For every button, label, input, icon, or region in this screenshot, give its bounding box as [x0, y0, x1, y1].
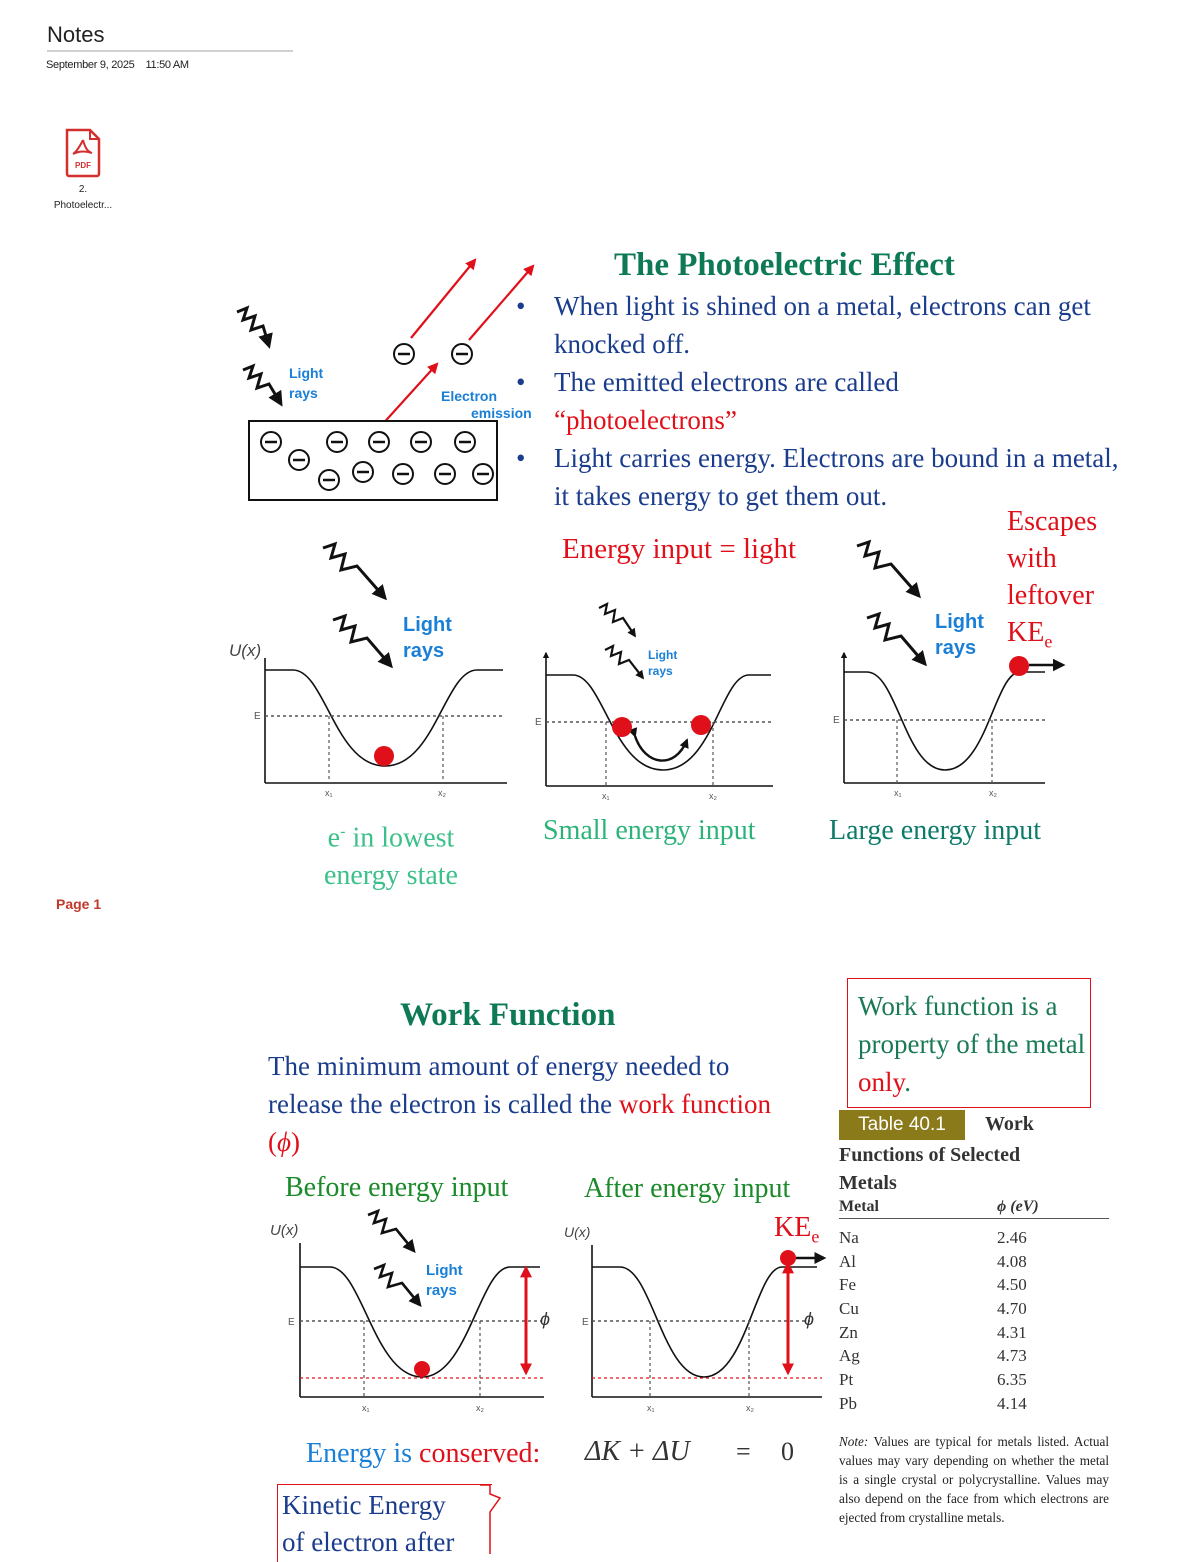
definition-text: The minimum amount of energy needed to release the electron is called the: [268, 1051, 730, 1119]
bullet-item: • Light carries energy. Electrons are bound in a metal, it takes energy to get them out.: [516, 443, 1119, 511]
conserved-term: conserved:: [419, 1438, 541, 1469]
metal-electron: [369, 432, 389, 452]
well-x2-label: x₂: [746, 1403, 754, 1413]
conservation-equation-equals: =: [736, 1437, 751, 1466]
table-row: [839, 1344, 1109, 1368]
ke-text: KE: [774, 1212, 812, 1243]
work-function-cell: 2.46: [997, 1227, 1027, 1247]
table-caption: [839, 1141, 1020, 1197]
well-E-label: E: [833, 715, 840, 726]
slide1-title: The Photoelectric Effect: [614, 247, 955, 283]
rays-label: rays: [403, 640, 445, 662]
emitted-electron: [452, 344, 472, 364]
light-rays-icon: [323, 544, 391, 666]
col-phi-text: ϕ (eV): [997, 1198, 1039, 1215]
property-note-box: [847, 978, 1091, 1108]
work-function-cell: 4.08: [997, 1251, 1027, 1271]
ke-subscript: e: [1044, 631, 1053, 652]
pdf-file-icon[interactable]: [63, 128, 103, 178]
callout-pointer: [480, 1484, 504, 1554]
metal-cell: Fe: [839, 1275, 856, 1295]
electron-dot: [780, 1250, 796, 1266]
bullet-text: Light carries energy. Electrons are bound in a metal, it takes energy to get them out.: [554, 443, 1119, 511]
caption-in-lowest: in lowest: [345, 822, 455, 854]
note-time: 11:50 AM: [145, 59, 189, 71]
metal-cell: Ag: [839, 1346, 860, 1366]
property-end: .: [904, 1067, 911, 1097]
bullet-item: • When light is shined on a metal, electrons can get knocked off.: [516, 291, 1091, 359]
metal-electron: [435, 464, 455, 484]
title-divider: [47, 50, 293, 52]
page-label: Page 1: [56, 896, 102, 912]
work-function-cell: 4.14: [997, 1393, 1027, 1413]
table-row: [839, 1392, 1109, 1416]
well-axis-label: U(x): [270, 1222, 299, 1239]
caption-small-input: Small energy input: [543, 815, 756, 846]
kinetic-line: Kinetic Energy: [282, 1490, 446, 1520]
conservation-equation-rhs: 0: [781, 1437, 794, 1466]
attachment-filename-line1: 2.: [78, 184, 88, 195]
well-x2-label: x₂: [989, 788, 997, 798]
light-label: Light: [403, 614, 452, 636]
caption-lowest-state: [316, 813, 466, 895]
well-axis-label: U(x): [564, 1224, 591, 1240]
table-row: [839, 1297, 1109, 1321]
col-phi-header: [997, 1198, 1039, 1216]
rays-label: rays: [289, 385, 318, 401]
work-function-cell: 4.31: [997, 1322, 1027, 1342]
after-energy-label: After energy input: [584, 1173, 791, 1204]
page-title: Notes: [47, 22, 105, 47]
metal-cell: Zn: [839, 1322, 858, 1342]
escapes-line: Escapes: [1007, 506, 1098, 537]
well-x1-label: x₁: [647, 1403, 655, 1413]
kinetic-energy-callout: [277, 1484, 492, 1562]
definition-close: ): [290, 1127, 300, 1157]
light-label: Light: [935, 611, 984, 633]
well-x1-label: x₁: [325, 788, 333, 798]
work-function-table: [839, 1226, 1109, 1416]
electron-emission-label-2: emission: [471, 405, 532, 421]
before-energy-label: Before energy input: [285, 1172, 509, 1203]
metal-electron: [455, 432, 475, 452]
caption-large-input: Large energy input: [829, 815, 1042, 846]
energy-well-small: [535, 604, 773, 801]
electron-dot: [1009, 656, 1029, 676]
electron-dot: [612, 717, 632, 737]
metal-cell: Al: [839, 1251, 856, 1271]
note-date: September 9, 2025: [46, 59, 135, 71]
metal-electron: [353, 462, 373, 482]
metal-emission-diagram: [225, 252, 545, 514]
note-label: Note:: [839, 1434, 869, 1449]
well-x2-label: x₂: [438, 788, 446, 798]
work-function-cell: 4.70: [997, 1298, 1027, 1318]
caption-e-sup: -: [340, 823, 346, 840]
ke-label: [774, 1212, 819, 1248]
rays-label: rays: [648, 664, 673, 678]
table-row: [839, 1321, 1109, 1345]
metal-electron: [319, 470, 339, 490]
electron-dot: [374, 746, 394, 766]
pdf-icon-label: PDF: [75, 161, 91, 170]
conserved-text: Energy is: [306, 1438, 420, 1469]
slide2-title: Work Function: [400, 997, 616, 1033]
light-rays-icon: [599, 604, 643, 678]
light-label: Light: [426, 1262, 463, 1279]
metal-electron: [411, 432, 431, 452]
table-caption-3: Metals: [839, 1172, 897, 1194]
well-x1-label: x₁: [602, 791, 610, 801]
phi-symbol: ϕ: [277, 1127, 291, 1157]
table-caption-1: Work: [985, 1113, 1034, 1135]
table-row: [839, 1273, 1109, 1297]
energy-well-before: [270, 1211, 550, 1413]
well-axis-label: U(x): [229, 641, 262, 660]
ke-subscript: e: [811, 1226, 820, 1247]
caption-energy-state: energy state: [324, 860, 458, 892]
well-E-label: E: [535, 717, 542, 728]
attachment-filename-line2: Photoelectr...: [53, 200, 113, 211]
bullet-text: The emitted electrons are called: [554, 367, 899, 397]
metal-electron: [473, 464, 493, 484]
well-E-label: E: [582, 1317, 589, 1328]
work-function-definition: [268, 1047, 808, 1161]
rays-label: rays: [426, 1282, 457, 1299]
metal-electron: [393, 464, 413, 484]
electron-dot: [691, 715, 711, 735]
energy-input-label: Energy input = light: [562, 533, 797, 565]
well-E-label: E: [288, 1317, 295, 1328]
light-label: Light: [648, 648, 678, 662]
work-function-diagrams: [262, 1205, 842, 1420]
energy-well-large: [833, 542, 1063, 798]
note-text: Values are typical for metals listed. Actual values may vary depending on whether the metal is a single crystal or polycrystalline. Values may also depend on the face from which electrons are ejected from crystalline metals.: [839, 1434, 1109, 1525]
electron-emission-label: Electron: [441, 388, 498, 404]
bullet-text: When light is shined on a metal, electrons can get knocked off.: [554, 291, 1091, 359]
caption-e: e: [327, 822, 341, 854]
property-only: only: [858, 1067, 905, 1097]
table-caption-2: Functions of Selected: [839, 1144, 1021, 1166]
table-row: [839, 1250, 1109, 1274]
metal-electron: [261, 432, 281, 452]
emitted-electron: [394, 344, 414, 364]
table-row: [839, 1368, 1109, 1392]
work-function-cell: 6.35: [997, 1369, 1027, 1389]
metal-cell: Na: [839, 1227, 859, 1247]
energy-well-after: [564, 1224, 824, 1413]
photoelectrons-term: “photoelectrons”: [554, 405, 737, 435]
kinetic-line: of electron after: [282, 1527, 455, 1557]
work-function-cell: 4.50: [997, 1275, 1027, 1295]
metal-electron: [289, 450, 309, 470]
metal-cell: Cu: [839, 1298, 859, 1318]
energy-well-lowest: [229, 544, 507, 798]
phi-label: ϕ: [540, 1309, 551, 1329]
metal-cell: Pb: [839, 1393, 857, 1413]
escapes-line: KE: [1007, 617, 1045, 648]
table-footnote: [839, 1432, 1109, 1527]
phi-label: ϕ: [804, 1309, 815, 1329]
escapes-line: with: [1007, 543, 1057, 574]
light-rays-icon: [857, 542, 925, 664]
energy-well-diagrams: [225, 538, 1085, 808]
col-metal-header: Metal: [839, 1198, 879, 1215]
metal-electron: [327, 432, 347, 452]
well-x1-label: x₁: [894, 788, 902, 798]
property-text: Work function is a property of the metal: [858, 991, 1086, 1059]
energy-conserved-statement: [306, 1438, 540, 1470]
well-x2-label: x₂: [476, 1403, 484, 1413]
electron-dot: [414, 1361, 430, 1377]
rays-label: rays: [935, 637, 977, 659]
work-function-term: work function (: [268, 1089, 772, 1157]
bullet-item: • The emitted electrons are called “photoelectrons”: [516, 367, 899, 435]
well-x2-label: x₂: [709, 791, 717, 801]
conservation-equation-lhs: ΔK + ΔU: [585, 1436, 690, 1467]
light-label: Light: [289, 365, 324, 381]
metal-cell: Pt: [839, 1369, 854, 1389]
work-function-cell: 4.73: [997, 1346, 1027, 1366]
escapes-line: leftover: [1007, 580, 1095, 611]
table-badge: Table 40.1: [839, 1110, 965, 1140]
light-rays-icon: [237, 308, 281, 404]
well-x1-label: x₁: [362, 1403, 370, 1413]
light-rays-icon: [368, 1211, 420, 1305]
table-row: [839, 1226, 1109, 1250]
note-timestamp: [46, 59, 189, 71]
table-header-row: [839, 1198, 1109, 1219]
attachment-filename[interactable]: [48, 182, 118, 214]
pdf-attachment[interactable]: [48, 128, 118, 214]
well-E-label: E: [254, 711, 261, 722]
slide1-bullet-list: [516, 287, 1136, 515]
